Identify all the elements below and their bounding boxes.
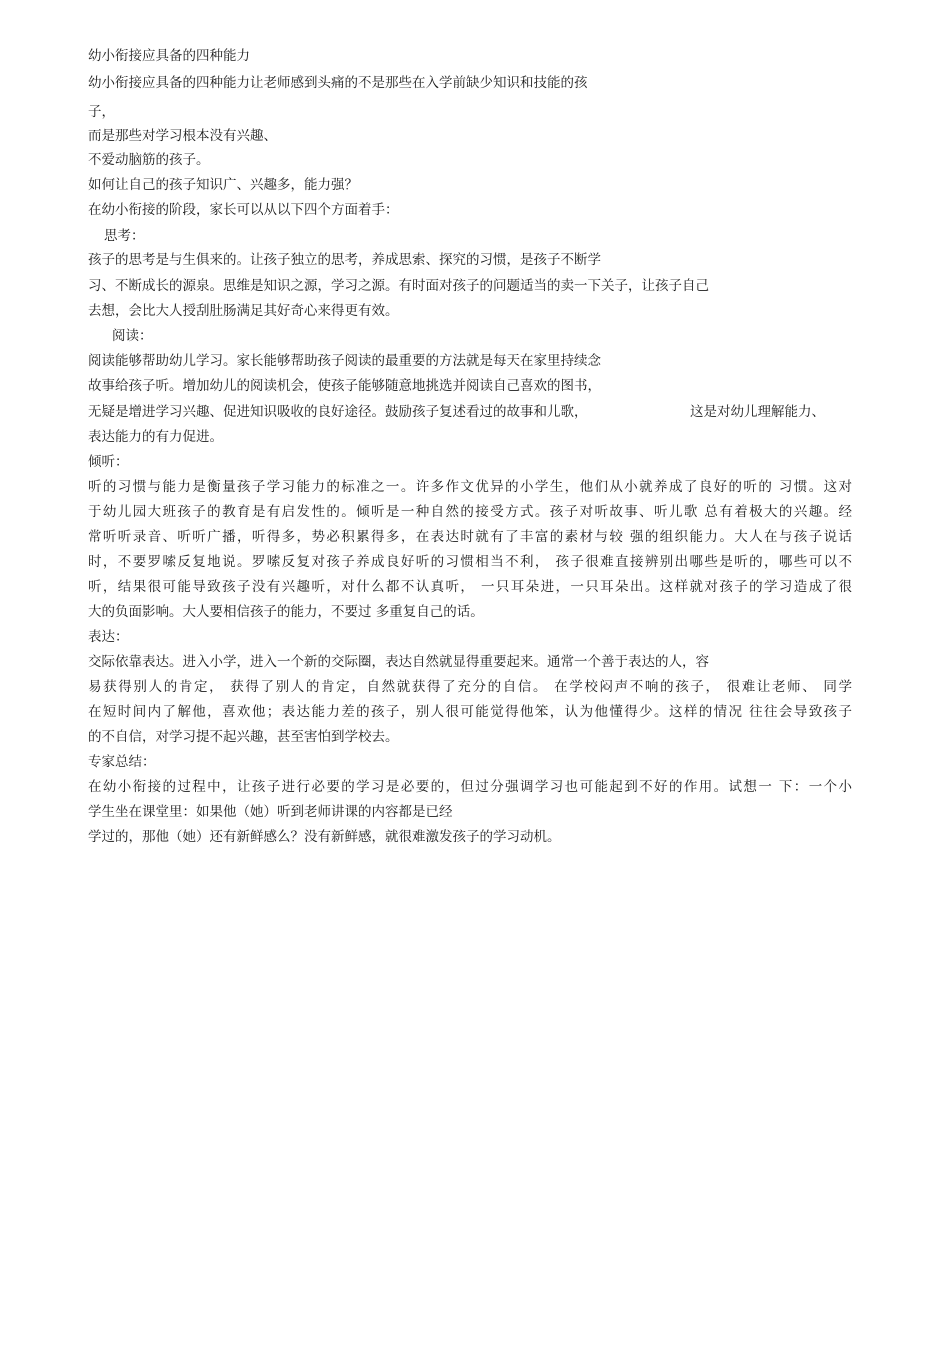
expression-line: 的不自信，对学习提不起兴趣，甚至害怕到学校去。 [88, 729, 399, 745]
expression-line: 交际依靠表达。进入小学，进入一个新的交际圈，表达自然就显得重要起来。通常一个善于表达的人，容 [88, 654, 709, 670]
thinking-line: 习、不断成长的源泉。思维是知识之源，学习之源。有时面对孩子的问题适当的卖一下关子，让孩子自己 [88, 278, 709, 294]
listening-line: 听，结果很可能导致孩子没有兴趣听，对什么都不认真听， 一只耳朵进，一只耳朵出。这样就对孩子的学习造成了很 [88, 579, 852, 595]
thinking-line: 去想，会比大人授刮肚肠满足其好奇心来得更有效。 [88, 303, 399, 319]
intro-line: 而是那些对学习根本没有兴趣、 [88, 128, 277, 144]
listening-line: 于幼儿园大班孩子的教育是有启发性的。倾听是一种自然的接受方式。孩子对听故事、听儿歌 总有着极大的兴趣。经 [88, 504, 852, 520]
intro-line: 幼小衔接应具备的四种能力让老师感到头痛的不是那些在入学前缺少知识和技能的孩 [88, 75, 588, 91]
expression-line: 易获得别人的肯定， 获得了别人的肯定，自然就获得了充分的自信。 在学校闷声不响的孩子， 很难让老师、 同学 [88, 679, 852, 695]
reading-line: 无疑是增进学习兴趣、促进知识吸收的良好途径。鼓励孩子复述看过的故事和儿歌， [88, 404, 588, 420]
intro-line: 如何让自己的孩子知识广、兴趣多，能力强？ [88, 177, 358, 193]
reading-line: 阅读能够帮助幼儿学习。家长能够帮助孩子阅读的最重要的方法就是每天在家里持续念 [88, 353, 601, 369]
thinking-line: 孩子的思考是与生俱来的。让孩子独立的思考，养成思索、探究的习惯，是孩子不断学 [88, 252, 601, 268]
section-heading-listening: 倾听： [88, 454, 129, 470]
intro-line: 不爱动脑筋的孩子。 [88, 152, 210, 168]
reading-line: 表达能力的有力促进。 [88, 429, 223, 445]
listening-line: 时，不要罗嗦反复地说。罗嗦反复对孩子养成良好听的习惯相当不利， 孩子很难直接辨别出哪些是听的，哪些可以不 [88, 554, 852, 570]
reading-line: 故事给孩子听。增加幼儿的阅读机会，使孩子能够随意地挑选并阅读自己喜欢的图书， [88, 378, 601, 394]
intro-line: 子， [88, 104, 115, 120]
listening-line: 大的负面影响。大人要相信孩子的能力，不要过 多重复自己的话。 [88, 604, 484, 620]
section-heading-summary: 专家总结： [88, 754, 156, 770]
summary-line: 在幼小衔接的过程中，让孩子进行必要的学习是必要的，但过分强调学习也可能起到不好的作用。试想一 下：一个小 [88, 779, 852, 795]
section-heading-reading: 阅读： [112, 328, 153, 344]
section-heading-expression: 表达： [88, 629, 129, 645]
listening-line: 常听听录音、听听广播，听得多，势必积累得多，在表达时就有了丰富的素材与较 强的组织能力。大人在与孩子说话 [88, 529, 852, 545]
expression-line: 在短时间内了解他，喜欢他；表达能力差的孩子，别人很可能觉得他笨，认为他懂得少。这样的情况 往往会导致孩子 [88, 704, 852, 720]
document-title: 幼小衔接应具备的四种能力 [88, 48, 250, 64]
listening-line: 听的习惯与能力是衡量孩子学习能力的标准之一。许多作文优异的小学生，他们从小就养成了良好的听的 习惯。这对 [88, 479, 852, 495]
reading-line: 这是对幼儿理解能力、 [690, 404, 825, 420]
intro-line: 在幼小衔接的阶段，家长可以从以下四个方面着手： [88, 202, 399, 218]
summary-line: 学生坐在课堂里：如果他（她）听到老师讲课的内容都是已经 [88, 804, 453, 820]
section-heading-thinking: 思考： [104, 228, 145, 244]
summary-line: 学过的，那他（她）还有新鲜感么？没有新鲜感，就很难激发孩子的学习动机。 [88, 829, 561, 845]
